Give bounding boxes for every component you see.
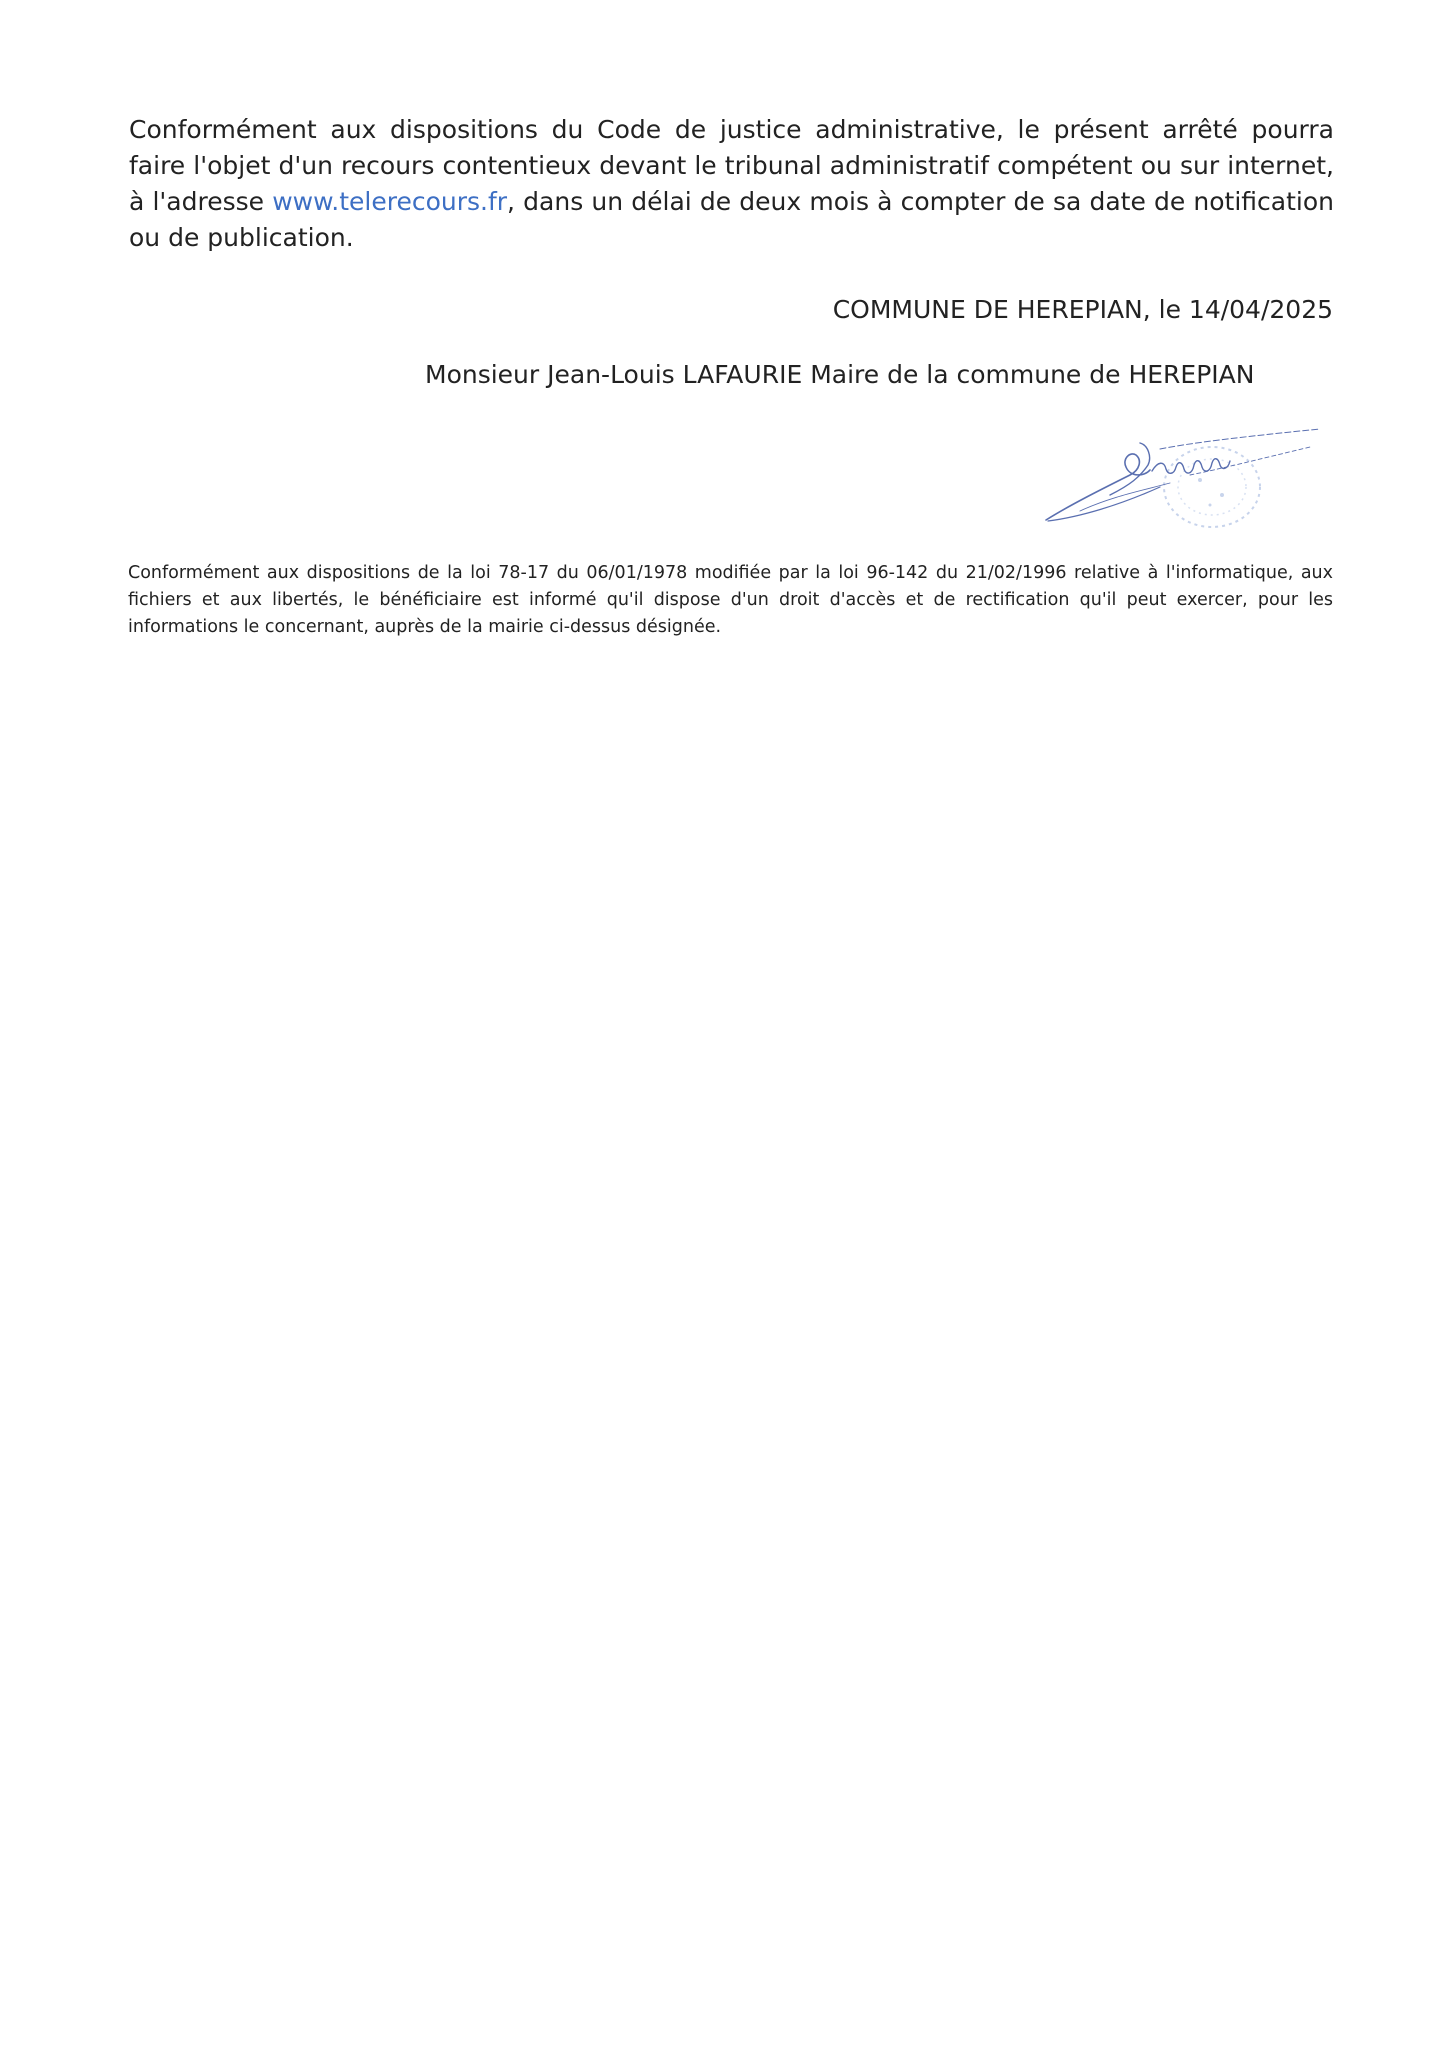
signatory-name: Monsieur Jean-Louis LAFAURIE Maire de la commune de HEREPIAN	[425, 360, 1255, 389]
signature-and-stamp-image	[1040, 425, 1330, 555]
data-protection-notice: Conformément aux dispositions de la loi 78-17 du 06/01/1978 modifiée par la loi 96-142 du 21/02/1996 relative à l'informatique, aux fichiers et aux libertés, le bénéficiaire est informé qu'il dispose d'un droit d'accès et de rectification qu'il peut exercer, pour les informations le concernant, auprès de la mairie ci-dessus désignée.	[128, 563, 1333, 637]
stamp-image	[1164, 447, 1260, 527]
recourse-paragraph	[129, 112, 1334, 256]
recourse-text-start: Conformément aux dispositions du Code de justice administrative, le présent arrêté pourra faire l'objet d'un recours contentieux devant le tribunal administratif compétent ou sur internet, à l'adresse	[129, 115, 1334, 216]
handwritten-signature	[1046, 429, 1320, 521]
telerecours-link[interactable]: www.telerecours.fr	[272, 187, 508, 216]
place-and-date: COMMUNE DE HEREPIAN, le 14/04/2025	[832, 295, 1333, 324]
recourse-text-end: , dans un délai de deux mois à compter de sa date de notification ou de publication.	[129, 187, 1335, 252]
